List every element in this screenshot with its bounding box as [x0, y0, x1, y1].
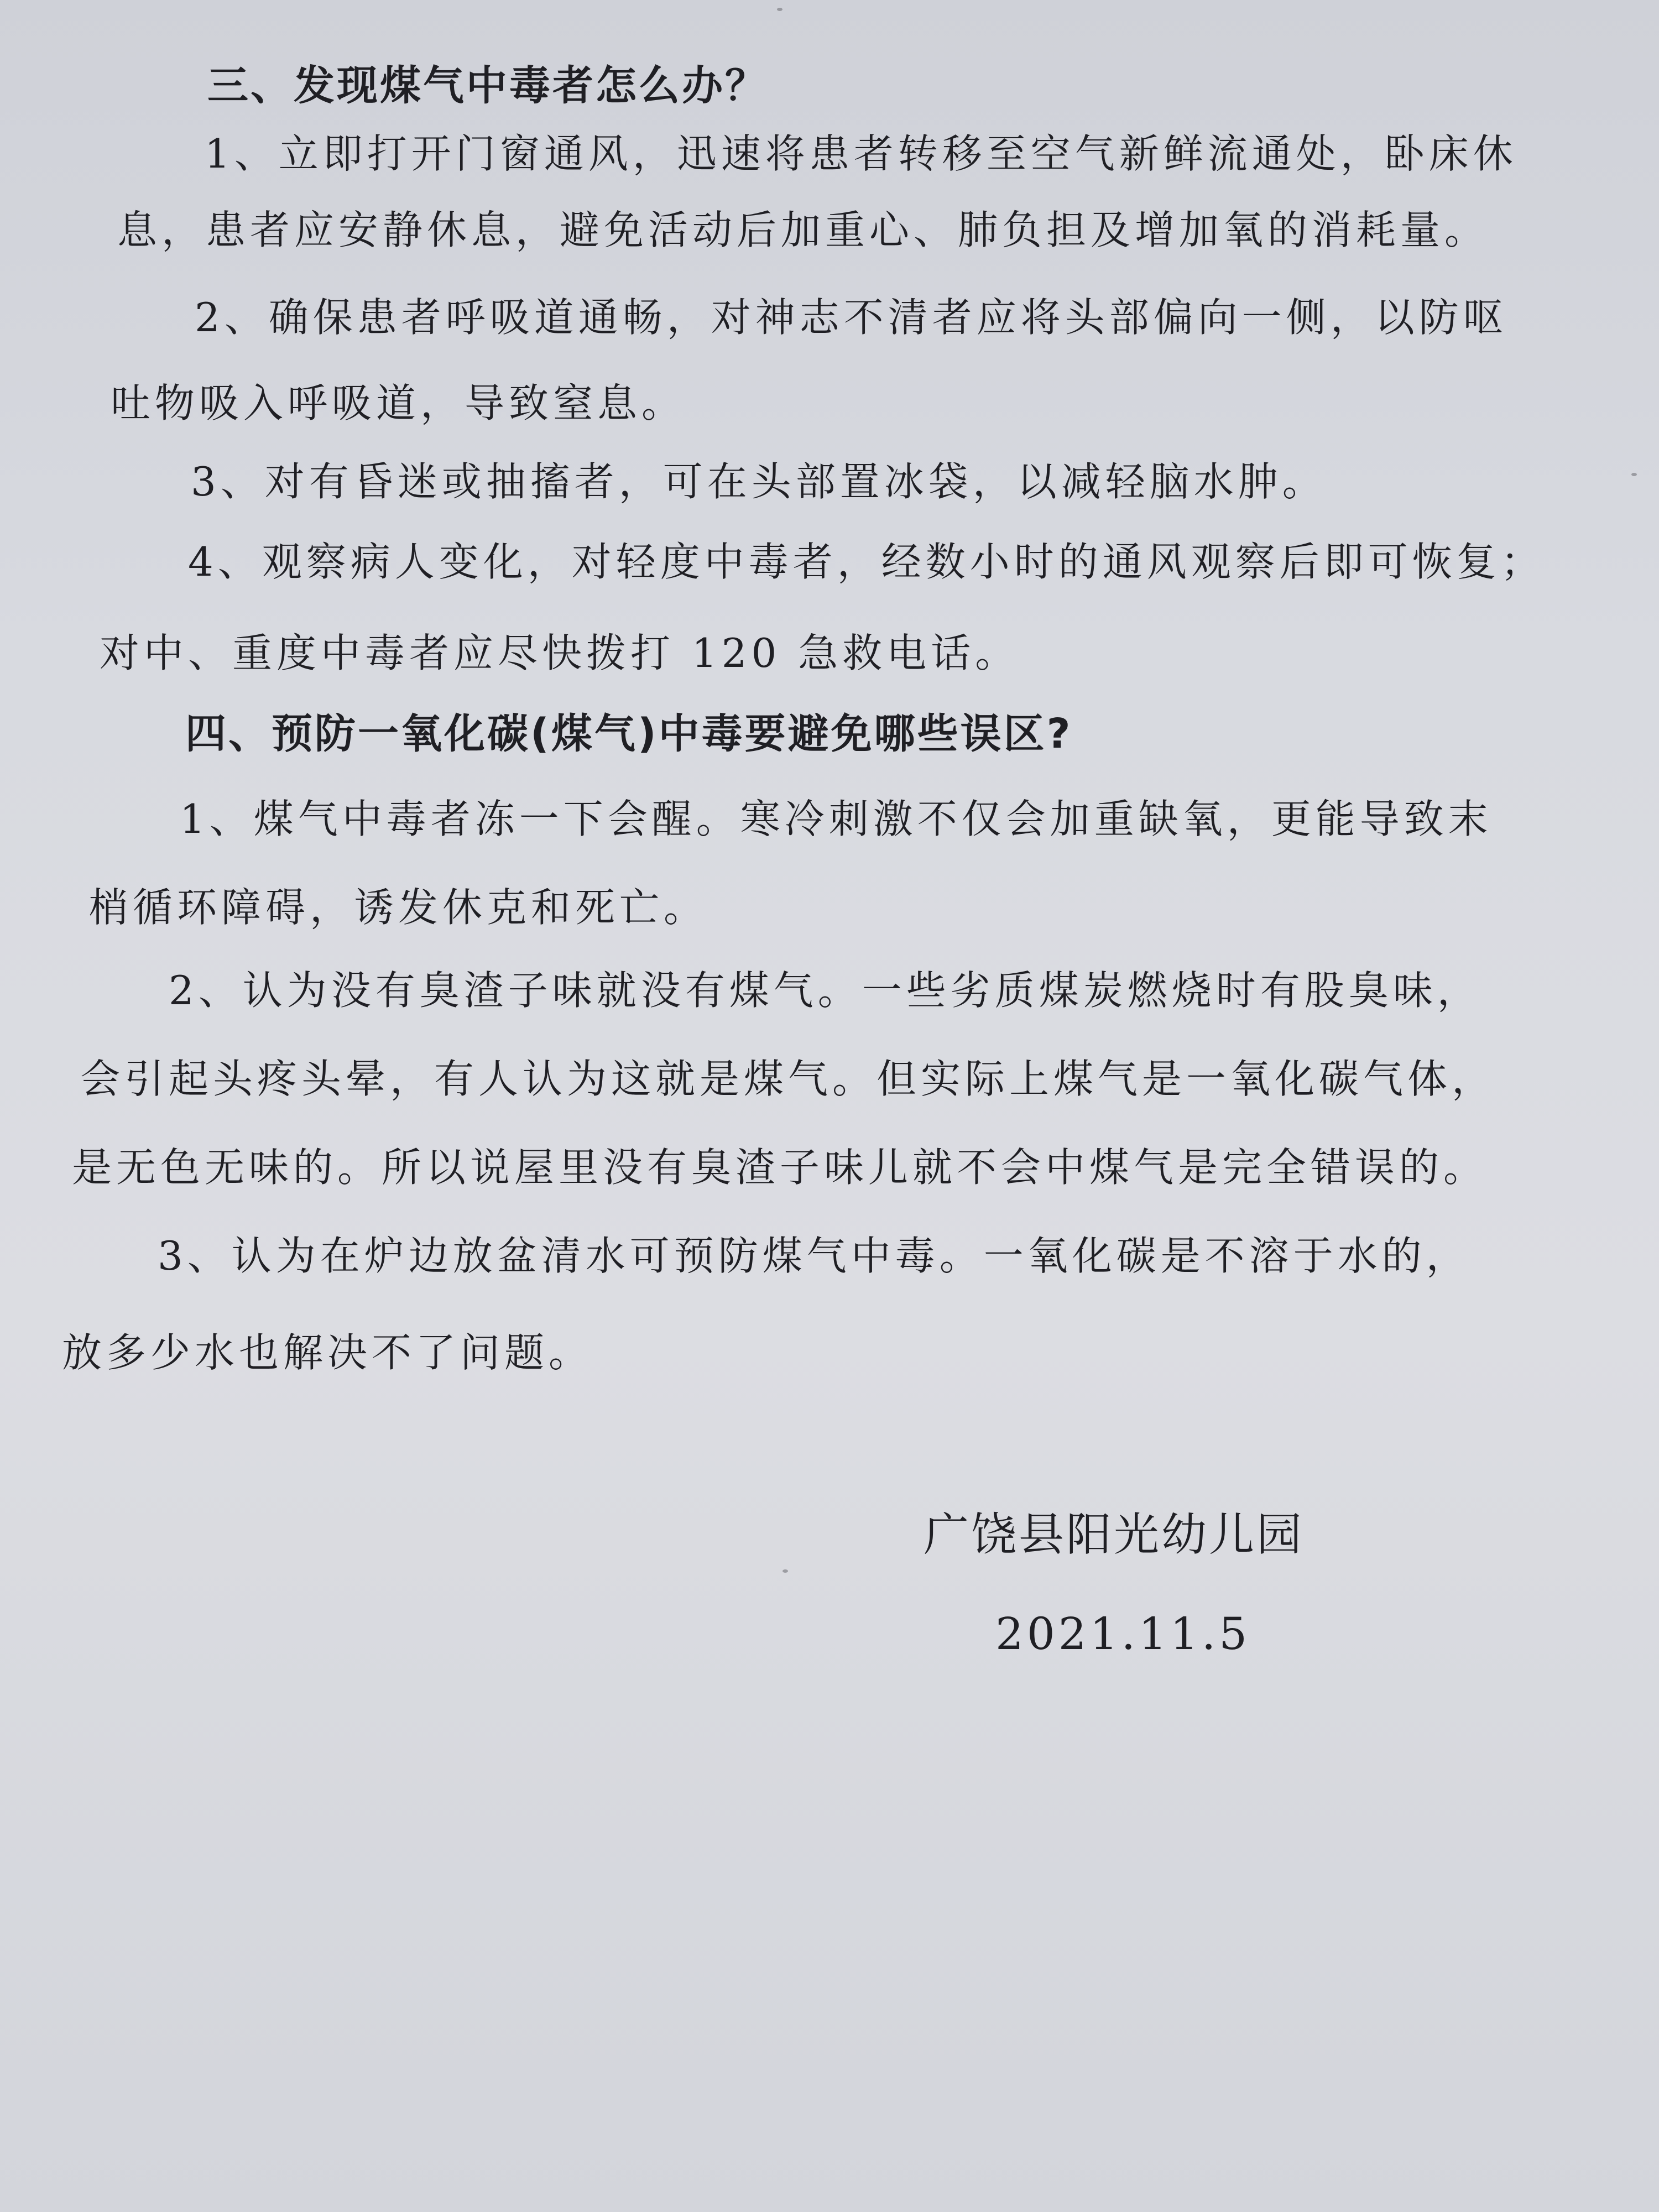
section-4-line-1: 1、煤气中毒者冻一下会醒。寒冷刺激不仅会加重缺氧，更能导致末 — [180, 796, 1493, 842]
section-4-line-5: 是无色无味的。所以说屋里没有臭渣子味儿就不会中煤气是完全错误的。 — [72, 1144, 1488, 1191]
section-4-line-2: 梢循环障碍，诱发休克和死亡。 — [88, 884, 708, 931]
section-3-line-6: 4、观察病人变化，对轻度中毒者，经数小时的通风观察后即可恢复； — [188, 539, 1545, 585]
section-3-heading: 三、发现煤气中毒者怎么办？ — [207, 62, 768, 109]
section-3-line-7: 对中、重度中毒者应尽快拨打 120 急救电话。 — [100, 630, 1020, 676]
section-4-heading: 四、预防一氧化碳(煤气)中毒要避免哪些误区? — [185, 710, 1073, 758]
section-4-line-6: 3、认为在炉边放盆清水可预防煤气中毒。一氧化碳是不溶于水的， — [158, 1233, 1470, 1279]
paper-speck — [777, 8, 782, 11]
section-3-line-5: 3、对有昏迷或抽搐者，可在头部置冰袋，以减轻脑水肿。 — [191, 458, 1327, 505]
section-3-line-4: 吐物吸入呼吸道，导致窒息。 — [111, 380, 686, 426]
paper-speck — [1631, 473, 1637, 476]
section-3-line-3: 2、确保患者呼吸道通畅，对神志不清者应将头部偏向一侧，以防呕 — [195, 294, 1507, 341]
section-4-line-7: 放多少水也解决不了问题。 — [62, 1329, 593, 1376]
signature-organization: 广饶县阳光幼儿园 — [924, 1509, 1305, 1561]
paper-speck — [782, 1569, 788, 1573]
section-3-line-1: 1、立即打开门窗通风，迅速将患者转移至空气新鲜流通处，卧床休 — [205, 131, 1517, 177]
section-3-line-2: 息，患者应安静休息，避免活动后加重心、肺负担及增加氧的消耗量。 — [117, 207, 1489, 253]
signature-date: 2021.11.5 — [995, 1608, 1251, 1660]
section-4-line-4: 会引起头疼头晕，有人认为这就是煤气。但实际上煤气是一氧化碳气体， — [80, 1056, 1496, 1102]
section-4-line-3: 2、认为没有臭渣子味就没有煤气。一些劣质煤炭燃烧时有股臭味， — [169, 967, 1481, 1014]
